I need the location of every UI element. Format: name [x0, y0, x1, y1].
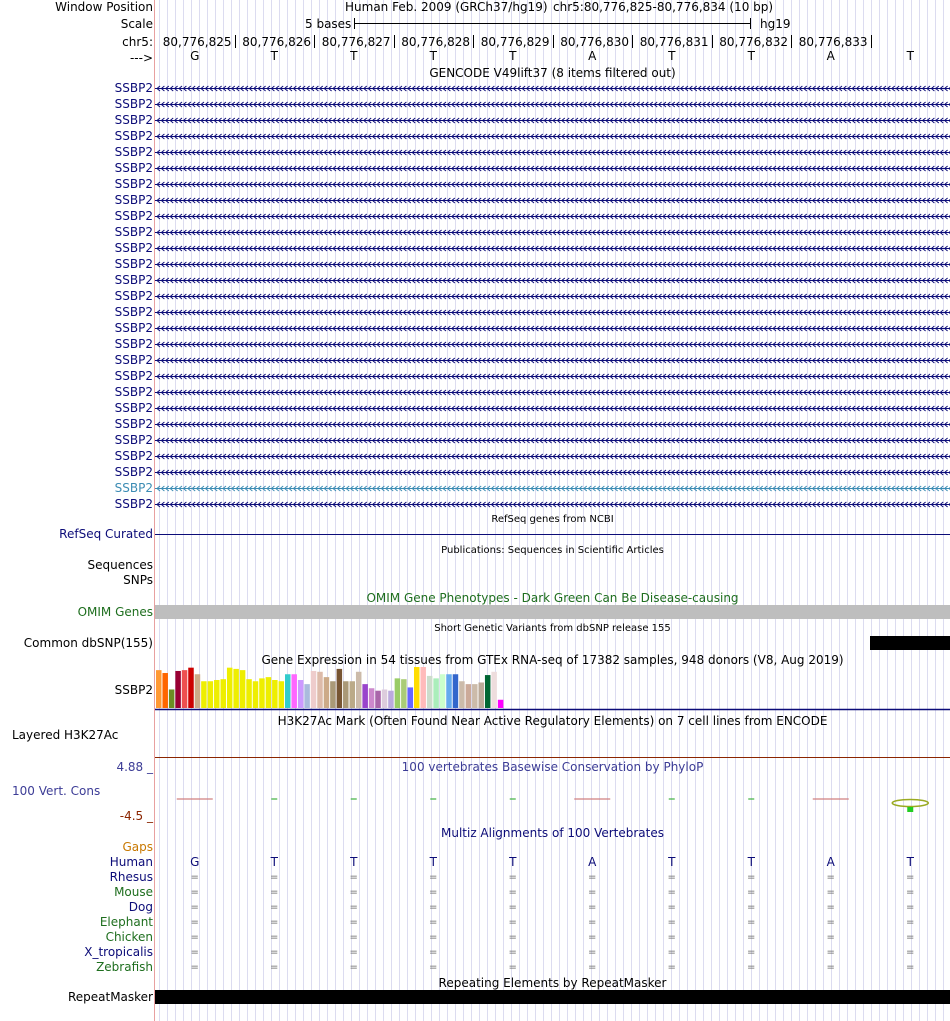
gtex-tissue-bar — [343, 681, 349, 708]
gtex-tissue-bar — [330, 681, 336, 708]
gtex-tissue-bar — [324, 677, 330, 708]
alignment-match-symbol: = — [429, 917, 438, 928]
gtex-tissue-bar — [246, 679, 252, 708]
gencode-gene-label[interactable]: SSBP2 — [114, 353, 153, 367]
phylop-min-label: -4.5 _ — [119, 809, 153, 823]
species-label-rhesus[interactable]: Rhesus — [109, 870, 153, 884]
alignment-match-symbol: = — [508, 962, 517, 973]
alignment-match-symbol: = — [667, 962, 676, 973]
gencode-gene-label[interactable]: SSBP2 — [114, 177, 153, 191]
alignment-match-symbol: = — [508, 902, 517, 913]
human-base: T — [270, 855, 278, 869]
gtex-tissue-bar — [479, 682, 485, 708]
gtex-tissue-bar — [221, 679, 227, 708]
alignment-match-symbol: = — [747, 902, 756, 913]
phylop-label[interactable]: 100 Vert. Cons — [12, 784, 101, 798]
gtex-tissue-bar — [311, 671, 317, 708]
gtex-tissue-bar — [369, 688, 375, 708]
gtex-tissue-bar — [266, 677, 272, 708]
ruler-position: 80,776,827 — [321, 35, 391, 49]
alignment-match-symbol: = — [270, 902, 279, 913]
phylop-max-label: 4.88 _ — [116, 760, 153, 774]
alignment-match-symbol: = — [826, 947, 835, 958]
alignment-match-symbol: = — [270, 932, 279, 943]
alignment-match-symbol: = — [747, 917, 756, 928]
gtex-tissue-bar — [485, 675, 491, 708]
gtex-tissue-bar — [201, 681, 207, 708]
alignment-match-symbol: = — [349, 872, 358, 883]
phylop-graph[interactable] — [155, 775, 950, 825]
alignment-match-symbol: = — [906, 902, 915, 913]
gtex-tissue-bar — [491, 672, 497, 708]
human-base: T — [906, 855, 914, 869]
gtex-tissue-bar — [472, 684, 478, 708]
gtex-tissue-bar — [169, 689, 175, 708]
gtex-tissue-bar — [362, 684, 368, 708]
gtex-tissue-bar — [375, 691, 381, 708]
gtex-tissue-bar — [440, 674, 446, 708]
alignment-match-symbol: = — [190, 947, 199, 958]
alignment-match-symbol: = — [906, 932, 915, 943]
ruler-position: 80,776,826 — [242, 35, 311, 49]
gtex-tissue-bar — [285, 674, 291, 708]
gtex-tissue-bar — [175, 671, 181, 708]
alignment-match-symbol: = — [508, 947, 517, 958]
alignment-match-symbol: = — [429, 872, 438, 883]
gtex-tissue-bar — [188, 668, 194, 708]
alignment-match-symbol: = — [270, 872, 279, 883]
alignment-match-symbol: = — [667, 872, 676, 883]
alignment-match-symbol: = — [747, 962, 756, 973]
species-label-chicken[interactable]: Chicken — [105, 930, 153, 944]
publications-label[interactable]: Sequences — [87, 558, 153, 572]
alignment-match-symbol: = — [349, 917, 358, 928]
alignment-match-symbol: = — [588, 872, 597, 883]
gtex-tissue-bar — [227, 668, 233, 708]
gtex-bar-chart[interactable] — [155, 667, 950, 712]
gencode-gene-label[interactable]: SSBP2 — [114, 497, 153, 511]
gencode-gene-label[interactable]: SSBP2 — [114, 81, 153, 95]
human-base: T — [429, 855, 437, 869]
alignment-match-symbol: = — [667, 887, 676, 898]
snps-label[interactable]: SNPs — [123, 573, 153, 587]
alignment-match-symbol: = — [826, 932, 835, 943]
dbsnp-feature[interactable] — [870, 636, 950, 650]
gencode-gene-label[interactable]: SSBP2 — [114, 97, 153, 111]
gtex-tissue-bar — [466, 684, 472, 708]
gencode-gene-label[interactable]: SSBP2 — [114, 145, 153, 159]
alignment-match-symbol: = — [747, 872, 756, 883]
gencode-gene-label[interactable]: SSBP2 — [114, 225, 153, 239]
alignment-match-symbol: = — [667, 902, 676, 913]
phylop-title: 100 vertebrates Basewise Conservation by PhyloP — [401, 760, 704, 774]
gtex-tissue-bar — [240, 670, 246, 708]
gtex-tissue-bar — [414, 667, 420, 708]
omim-label[interactable]: OMIM Genes — [77, 605, 153, 619]
track-data-area[interactable] — [155, 0, 950, 1021]
refseq-title: RefSeq genes from NCBI — [491, 514, 614, 525]
omim-title: OMIM Gene Phenotypes - Dark Green Can Be Disease-causing — [366, 591, 739, 605]
gtex-tissue-bar — [272, 680, 278, 708]
window-position-label: Window Position — [55, 0, 153, 14]
gtex-tissue-bar — [337, 669, 343, 708]
gtex-tissue-bar — [195, 674, 201, 708]
base-letter: T — [429, 49, 437, 63]
gtex-tissue-bar — [182, 670, 188, 708]
alignment-match-symbol: = — [588, 962, 597, 973]
position-text: chr5:80,776,825-80,776,834 (10 bp) — [553, 0, 774, 14]
alignment-match-symbol: = — [588, 902, 597, 913]
alignment-match-symbol: = — [826, 872, 835, 883]
human-base: T — [509, 855, 517, 869]
alignment-match-symbol: = — [667, 947, 676, 958]
alignment-match-symbol: = — [747, 947, 756, 958]
gtex-tissue-bar — [233, 669, 239, 708]
alignment-match-symbol: = — [588, 917, 597, 928]
h3k27ac-label[interactable]: Layered H3K27Ac — [12, 728, 119, 742]
alignment-match-symbol: = — [906, 917, 915, 928]
dbsnp-title: Short Genetic Variants from dbSNP release 155 — [434, 623, 671, 634]
base-letter: G — [190, 49, 200, 63]
alignment-match-symbol: = — [906, 887, 915, 898]
alignment-match-symbol: = — [270, 917, 279, 928]
human-base: A — [588, 855, 597, 869]
gencode-gene-label[interactable]: SSBP2 — [114, 129, 153, 143]
gtex-tissue-bar — [253, 681, 259, 708]
repeatmasker-feature[interactable] — [155, 990, 950, 1004]
species-label-zebrafish[interactable]: Zebrafish — [96, 960, 153, 974]
base-letter: T — [668, 49, 676, 63]
alignment-match-symbol: = — [747, 887, 756, 898]
gtex-tissue-bar — [279, 681, 285, 708]
alignment-match-symbol: = — [349, 887, 358, 898]
species-label-human[interactable]: Human — [109, 855, 153, 869]
human-base: T — [668, 855, 676, 869]
gencode-gene-label[interactable]: SSBP2 — [114, 321, 153, 335]
alignment-match-symbol: = — [349, 932, 358, 943]
gtex-tissue-bar — [259, 678, 265, 708]
alignment-match-symbol: = — [429, 932, 438, 943]
gtex-tissue-bar — [291, 674, 297, 708]
alignment-match-symbol: = — [906, 962, 915, 973]
ruler-position: 80,776,830 — [560, 35, 629, 49]
human-base: A — [826, 855, 835, 869]
gencode-gene-label[interactable]: SSBP2 — [114, 465, 153, 479]
gencode-gene-label[interactable]: SSBP2 — [114, 337, 153, 351]
alignment-match-symbol: = — [190, 872, 199, 883]
alignment-match-symbol: = — [190, 887, 199, 898]
ruler-position: 80,776,832 — [719, 35, 788, 49]
alignment-match-symbol: = — [906, 872, 915, 883]
gtex-tissue-bar — [446, 674, 452, 708]
base-letter: A — [826, 49, 835, 63]
gtex-tissue-bar — [401, 679, 407, 708]
human-base: G — [190, 855, 200, 869]
repeatmasker-label[interactable]: RepeatMasker — [67, 990, 153, 1004]
gtex-title: Gene Expression in 54 tissues from GTEx RNA-seq of 17382 samples, 948 donors (V8, Aug 2019) — [261, 653, 844, 667]
refseq-feature-line[interactable] — [155, 534, 950, 535]
ruler-position: 80,776,831 — [639, 35, 709, 49]
strand-arrow-label: ---> — [129, 51, 153, 65]
scale-bar — [354, 23, 751, 24]
gencode-features[interactable] — [155, 80, 950, 510]
gencode-gene-label[interactable]: SSBP2 — [114, 417, 153, 431]
gtex-tissue-bar — [304, 684, 310, 708]
h3k27ac-title: H3K27Ac Mark (Often Found Near Active Regulatory Elements) on 7 cell lines from ENCODE — [277, 714, 828, 728]
scale-label: Scale — [120, 17, 153, 31]
gtex-tissue-bar — [459, 681, 465, 708]
alignment-match-symbol: = — [508, 932, 517, 943]
assembly-text: Human Feb. 2009 (GRCh37/hg19) — [345, 0, 548, 14]
omim-feature-bar[interactable] — [155, 605, 950, 619]
alignment-match-symbol: = — [429, 887, 438, 898]
gencode-gene-label[interactable]: SSBP2 — [114, 193, 153, 207]
gtex-tissue-bar — [408, 687, 414, 708]
base-letter: T — [509, 49, 517, 63]
gtex-tissue-bar — [350, 681, 356, 708]
gencode-gene-label[interactable]: SSBP2 — [114, 433, 153, 447]
scale-bar-right-tick — [750, 18, 751, 29]
publications-title: Publications: Sequences in Scientific Articles — [441, 545, 664, 556]
gencode-gene-label[interactable]: SSBP2 — [114, 257, 153, 271]
gencode-gene-label[interactable]: SSBP2 — [114, 369, 153, 383]
gtex-tissue-bar — [356, 672, 362, 708]
alignment-match-symbol: = — [508, 917, 517, 928]
gtex-tissue-bar — [453, 674, 459, 708]
base-letter: T — [350, 49, 358, 63]
h3k27ac-baseline — [155, 757, 950, 758]
repeatmasker-title: Repeating Elements by RepeatMasker — [438, 976, 667, 990]
gtex-tissue-bar — [298, 680, 304, 708]
ruler-position: 80,776,829 — [480, 35, 550, 49]
gtex-label[interactable]: SSBP2 — [114, 683, 153, 697]
base-letter: A — [588, 49, 597, 63]
gencode-title: GENCODE V49lift37 (8 items filtered out) — [429, 66, 676, 80]
alignment-match-symbol: = — [349, 962, 358, 973]
ruler-position: 80,776,833 — [798, 35, 868, 49]
alignment-match-symbol: = — [826, 962, 835, 973]
alignment-match-symbol: = — [190, 902, 199, 913]
alignment-match-symbol: = — [349, 947, 358, 958]
gtex-tissue-bar — [156, 670, 162, 708]
alignment-match-symbol: = — [270, 947, 279, 958]
alignment-match-symbol: = — [508, 887, 517, 898]
alignment-match-symbol: = — [190, 917, 199, 928]
alignment-match-symbol: = — [826, 887, 835, 898]
gtex-tissue-bar — [162, 673, 168, 708]
gtex-tissue-bar — [420, 667, 426, 708]
ruler-tick — [871, 35, 872, 48]
gencode-gene-label[interactable]: SSBP2 — [114, 209, 153, 223]
ruler-position: 80,776,825 — [162, 35, 232, 49]
alignment-match-symbol: = — [667, 917, 676, 928]
gtex-tissue-bar — [433, 678, 439, 708]
scale-bar-left-tick — [354, 18, 355, 29]
gencode-gene-label[interactable]: SSBP2 — [114, 241, 153, 255]
chrom-label: chr5: — [122, 35, 153, 49]
gaps-label: Gaps — [122, 840, 153, 854]
alignment-match-symbol: = — [429, 947, 438, 958]
alignment-match-symbol: = — [826, 902, 835, 913]
alignment-match-symbol: = — [508, 872, 517, 883]
multiz-title: Multiz Alignments of 100 Vertebrates — [440, 826, 665, 840]
gtex-tissue-bar — [427, 676, 433, 708]
track-labels-column — [0, 0, 155, 1021]
species-label-dog[interactable]: Dog — [128, 900, 153, 914]
gencode-gene-label[interactable]: SSBP2 — [114, 289, 153, 303]
scale-db-label: hg19 — [760, 17, 791, 31]
alignment-match-symbol: = — [349, 902, 358, 913]
gencode-gene-label[interactable]: SSBP2 — [114, 401, 153, 415]
human-base: T — [350, 855, 358, 869]
alignment-match-symbol: = — [270, 887, 279, 898]
alignment-match-symbol: = — [270, 962, 279, 973]
species-label-mouse[interactable]: Mouse — [114, 885, 153, 899]
gencode-gene-label[interactable]: SSBP2 — [114, 385, 153, 399]
gencode-gene-label[interactable]: SSBP2 — [114, 113, 153, 127]
alignment-match-symbol: = — [429, 902, 438, 913]
alignment-match-symbol: = — [906, 947, 915, 958]
alignment-match-symbol: = — [588, 947, 597, 958]
base-letter: T — [747, 49, 755, 63]
human-base: T — [747, 855, 755, 869]
ruler-position: 80,776,828 — [401, 35, 470, 49]
alignment-match-symbol: = — [429, 962, 438, 973]
gtex-tissue-bar — [317, 672, 323, 708]
alignment-match-symbol: = — [588, 932, 597, 943]
phylop-value-bar — [907, 807, 913, 812]
dbsnp-label[interactable]: Common dbSNP(155) — [23, 636, 153, 650]
alignment-match-symbol: = — [190, 962, 199, 973]
refseq-label[interactable]: RefSeq Curated — [59, 527, 153, 541]
base-letter: T — [906, 49, 914, 63]
alignment-match-symbol: = — [826, 917, 835, 928]
base-letter: T — [270, 49, 278, 63]
alignment-match-symbol: = — [667, 932, 676, 943]
gencode-gene-label[interactable]: SSBP2 — [114, 273, 153, 287]
gtex-tissue-bar — [388, 691, 394, 708]
alignment-match-symbol: = — [588, 887, 597, 898]
gtex-tissue-bar — [214, 680, 220, 708]
gencode-gene-label[interactable]: SSBP2 — [114, 481, 153, 495]
gencode-gene-label[interactable]: SSBP2 — [114, 449, 153, 463]
alignment-match-symbol: = — [190, 932, 199, 943]
gencode-gene-label[interactable]: SSBP2 — [114, 161, 153, 175]
gtex-tissue-bar — [382, 689, 388, 708]
gtex-tissue-bar — [395, 678, 401, 708]
gtex-tissue-bar — [498, 700, 504, 708]
gencode-gene-label[interactable]: SSBP2 — [114, 305, 153, 319]
species-label-elephant[interactable]: Elephant — [99, 915, 153, 929]
gtex-tissue-bar — [208, 681, 214, 708]
alignment-match-symbol: = — [747, 932, 756, 943]
phylop-highlight-ellipse — [892, 800, 928, 807]
scale-bar-label: 5 bases — [305, 17, 352, 31]
species-label-x_tropicalis[interactable]: X_tropicalis — [84, 945, 153, 959]
